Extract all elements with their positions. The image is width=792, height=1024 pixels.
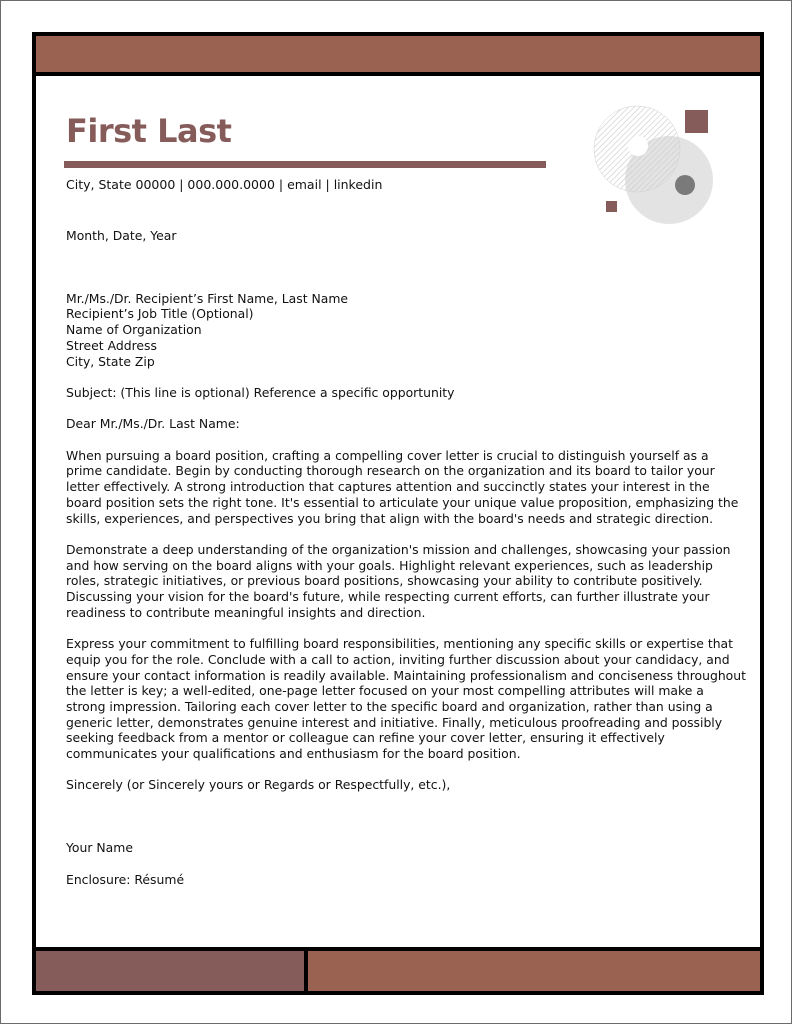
top-color-band [36, 36, 760, 76]
letter-body [66, 228, 746, 887]
square-accent-small [606, 201, 617, 212]
recipient-line: Recipient’s Job Title (Optional) [66, 306, 254, 322]
bottom-left-color-block [36, 947, 308, 991]
contact-line: City, State 00000 | 000.000.0000 | email | linkedin [66, 177, 383, 192]
name-underline-rule [64, 161, 546, 168]
body-paragraph: Demonstrate a deep understanding of the organization's mission and challenges, showcasing your passion and how serving on the board aligns with your goals. Highlight relevant experiences, such as leadership roles, strategic initiatives, or previous board positions, showcasing your ability to contribute positively. Discussing your vision for the board's future, while respecting current efforts, can further illustrate your readiness to contribute meaningful insights and direction. [66, 541, 731, 620]
recipient-line: City, State Zip [66, 353, 155, 369]
bottom-right-color-block [308, 947, 760, 991]
subject-line: Subject: (This line is optional) Reference a specific opportunity [66, 384, 455, 400]
body-paragraph: Express your commitment to fulfilling board responsibilities, mentioning any specific skills or expertise that equip you for the role. Conclude with a call to action, inviting further discussion about your candidacy, and ensure your contact information is readily available. Maintaining professionalism and conciseness throughout the letter is key; a well-edited, one-page letter focused on your most compelling attributes will make a strong impression. Tailoring each cover letter to the specific board and organization, rather than using a generic letter, demonstrates genuine interest and initiative. Finally, meticulous proofreading and possibly seeking feedback from a mentor or colleague can refine your cover letter, ensuring it effectively communicates your qualifications and enthusiasm for the board position. [66, 636, 746, 762]
recipient-line: Street Address [66, 337, 157, 353]
small-white-circle [628, 136, 648, 156]
closing: Sincerely (or Sincerely yours or Regards or Respectfully, etc.), [66, 777, 451, 793]
body-paragraph: When pursuing a board position, crafting a compelling cover letter is crucial to distinguish yourself as a prime candidate. Begin by conducting thorough research on the organization and its board to tailor your letter effectively. A strong introduction that captures attention and succinctly states your interest in the board position sets the right tone. It's essential to articulate your unique value proposition, emphasizing the skills, experiences, and perspectives you bring that align with the board's needs and strategic direction. [66, 447, 739, 526]
small-dark-circle [675, 175, 695, 195]
recipient-line: Name of Organization [66, 322, 202, 338]
decorative-circles-graphic [590, 100, 720, 230]
applicant-name: First Last [66, 112, 232, 150]
enclosure-line: Enclosure: Résumé [66, 871, 185, 887]
signature-name: Your Name [66, 840, 133, 856]
salutation: Dear Mr./Ms./Dr. Last Name: [66, 416, 240, 432]
square-accent-large [685, 110, 708, 133]
recipient-line: Mr./Ms./Dr. Recipient’s First Name, Last Name [66, 290, 349, 306]
letter-date: Month, Date, Year [66, 228, 177, 243]
